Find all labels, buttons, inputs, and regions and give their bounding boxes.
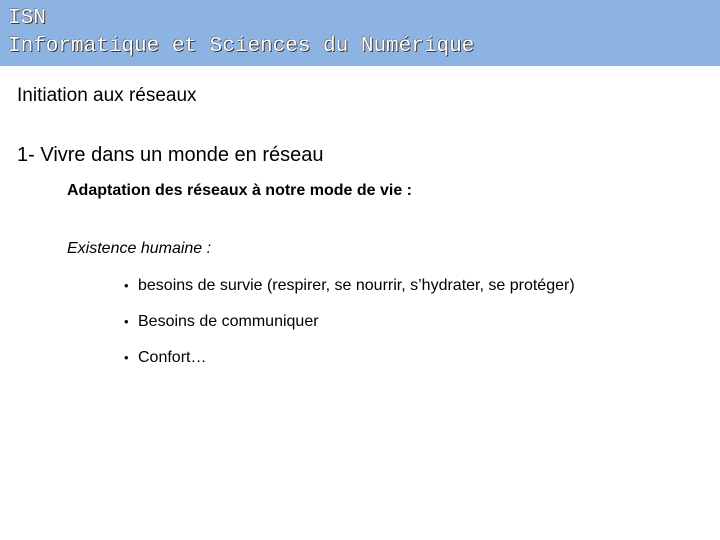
adaptation-heading: Adaptation des réseaux à notre mode de vie : [67, 182, 412, 199]
section-title: 1- Vivre dans un monde en réseau [17, 144, 324, 166]
bullet-icon: • [124, 350, 129, 365]
bullet-item-survival [124, 276, 575, 296]
header-acronym: ISN [8, 7, 46, 30]
bullet-icon: • [124, 278, 129, 293]
bullet-item-comfort [124, 348, 206, 368]
bullet-icon: • [124, 314, 129, 329]
header-band [0, 0, 720, 66]
bullet-text: besoins de survie (respirer, se nourrir, s’hydrater, se protéger) [138, 277, 575, 294]
header-title: Informatique et Sciences du Numérique [8, 35, 475, 58]
existence-heading: Existence humaine : [67, 240, 212, 257]
bullet-text: Confort… [138, 349, 207, 366]
bullet-item-communicate [124, 312, 319, 332]
bullet-text: Besoins de communiquer [138, 313, 319, 330]
slide-subtitle: Initiation aux réseaux [17, 85, 197, 106]
